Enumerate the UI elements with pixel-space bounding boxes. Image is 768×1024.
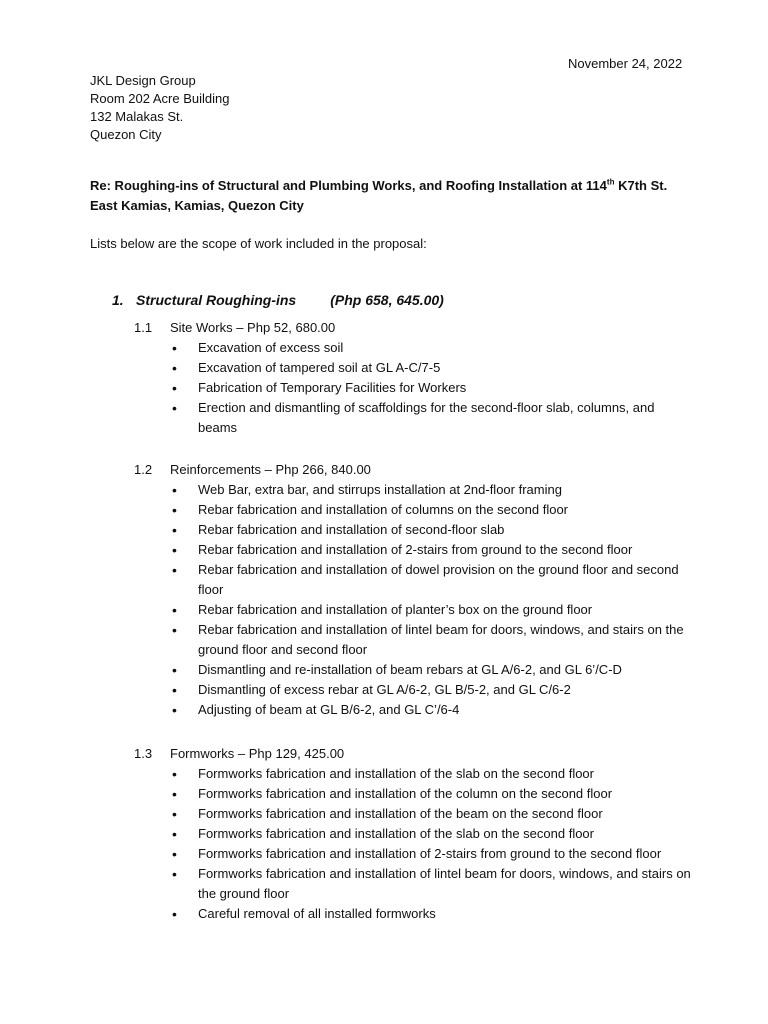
letter-date: November 24, 2022 (568, 56, 683, 71)
subsection-reinforcements (134, 460, 694, 720)
address-line: JKL Design Group (90, 73, 196, 88)
section-number: 1. (112, 292, 124, 308)
bullet-list (134, 480, 694, 720)
bullet-list (134, 764, 694, 924)
intro-text: Lists below are the scope of work included in the proposal: (90, 236, 427, 251)
list-item: • Rebar fabrication and installation of dowel provision on the ground floor and second floor (134, 560, 694, 600)
subject-suffix: K7th St. East Kamias, Kamias, Quezon City (90, 178, 668, 213)
section-title: Structural Roughing-ins (136, 292, 297, 308)
list-item: • Rebar fabrication and installation of second-floor slab (134, 520, 694, 540)
list-item: • Formworks fabrication and installation of lintel beam for doors, windows, and stairs on the ground floor (134, 864, 694, 904)
list-item: • Formworks fabrication and installation of the slab on the second floor (134, 764, 694, 784)
subsection-label: Reinforcements – Php 266, 840.00 (170, 462, 371, 477)
list-item: • Rebar fabrication and installation of columns on the second floor (134, 500, 694, 520)
list-item: • Dismantling and re-installation of beam rebars at GL A/6-2, and GL 6’/C-D (134, 660, 694, 680)
address-line: 132 Malakas St. (90, 109, 184, 124)
recipient-address (90, 72, 229, 144)
subsection-label: Site Works – Php 52, 680.00 (170, 320, 336, 335)
list-item: • Careful removal of all installed formworks (134, 904, 694, 924)
list-item: • Erection and dismantling of scaffoldings for the second-floor slab, columns, and beams (134, 398, 694, 438)
subsection-title (134, 318, 694, 338)
section-heading (112, 290, 444, 310)
list-item: • Rebar fabrication and installation of planter’s box on the ground floor (134, 600, 694, 620)
subsection-label: Formworks – Php 129, 425.00 (170, 746, 345, 761)
list-item: • Formworks fabrication and installation of the beam on the second floor (134, 804, 694, 824)
list-item: • Fabrication of Temporary Facilities for Workers (134, 378, 694, 398)
subject-prefix: Re: Roughing-ins of Structural and Plumbing Works, and Roofing Installation at 114 (90, 178, 607, 193)
subsection-site-works (134, 318, 694, 438)
subsection-number: 1.1 (134, 320, 153, 335)
subsection-number: 1.2 (134, 462, 153, 477)
list-item: • Formworks fabrication and installation of the slab on the second floor (134, 824, 694, 844)
list-item: • Web Bar, extra bar, and stirrups installation at 2nd-floor framing (134, 480, 694, 500)
bullet-list (134, 338, 694, 438)
list-item: • Dismantling of excess rebar at GL A/6-2, GL B/5-2, and GL C/6-2 (134, 680, 694, 700)
list-item: • Adjusting of beam at GL B/6-2, and GL C’/6-4 (134, 700, 694, 720)
subsection-title (134, 460, 694, 480)
subject-superscript: th (606, 177, 615, 187)
list-item: • Excavation of tampered soil at GL A-C/7-5 (134, 358, 694, 378)
list-item: • Rebar fabrication and installation of lintel beam for doors, windows, and stairs on the ground floor and second floor (134, 620, 694, 660)
subsection-title (134, 744, 694, 764)
subsection-formworks (134, 744, 694, 924)
list-item: • Excavation of excess soil (134, 338, 694, 358)
list-item: • Formworks fabrication and installation of 2-stairs from ground to the second floor (134, 844, 694, 864)
subsection-number: 1.3 (134, 746, 153, 761)
section-amount: (Php 658, 645.00) (330, 292, 444, 308)
subject-line (90, 176, 690, 216)
list-item: • Rebar fabrication and installation of 2-stairs from ground to the second floor (134, 540, 694, 560)
list-item: • Formworks fabrication and installation of the column on the second floor (134, 784, 694, 804)
address-line: Room 202 Acre Building (90, 91, 230, 106)
address-line: Quezon City (90, 127, 162, 142)
